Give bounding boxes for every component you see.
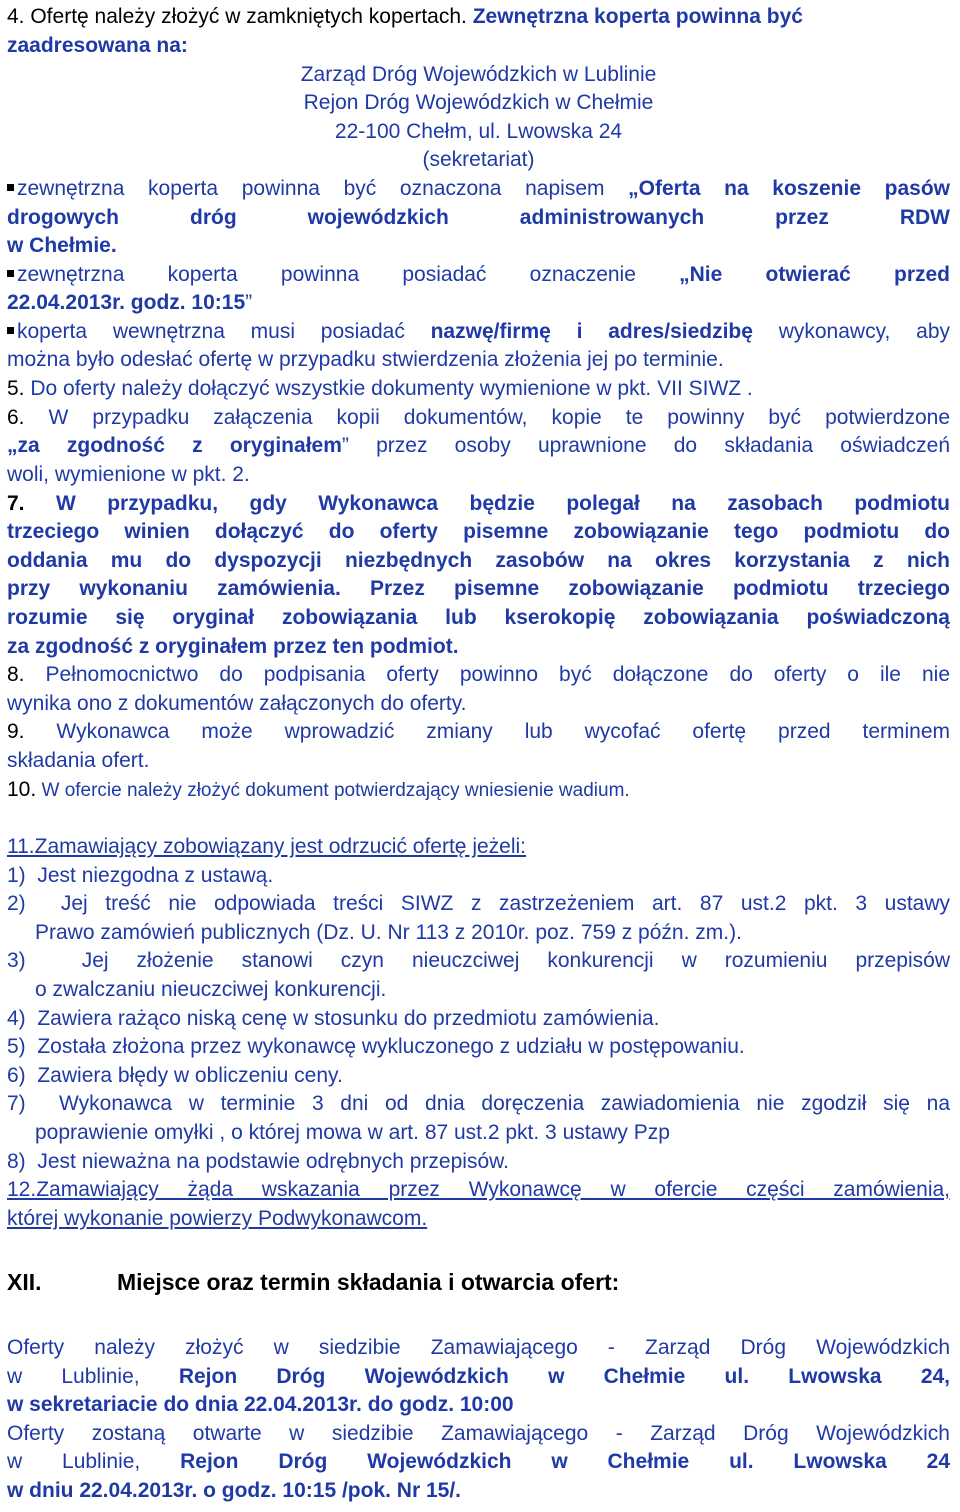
submission-line2: w Lublinie, Rejon Dróg Wojewódzkich w Chełmie ul. Lwowska 24,: [7, 1365, 951, 1388]
p7-line5: rozumie się oryginał zobowiązania lub kserokopię zobowiązania poświadczoną: [7, 606, 950, 629]
p10: 10. W ofercie należy złożyć dokument potwierdzający wniesienie wadium.: [7, 778, 630, 801]
address-line-2: Rejon Dróg Wojewódzkich w Chełmie: [303, 91, 654, 114]
opening-line2: w Lublinie, Rejon Dróg Wojewódzkich w Chełmie ul. Lwowska 24: [7, 1450, 951, 1473]
p6-line1: 6. W przypadku załączenia kopii dokumentów, kopie te powinny być potwierdzone: [7, 406, 950, 429]
p8-line2: wynika ono z dokumentów załączonych do oferty.: [7, 692, 467, 715]
p11-item-2-line2: Prawo zamówień publicznych (Dz. U. Nr 113 z 2010r. poz. 759 z późn. zm.).: [35, 921, 742, 944]
bullet-3-line2: można było odesłać ofertę w przypadku stwierdzenia złożenia jej po terminie.: [7, 348, 724, 371]
p11-item-8: 8) Jest nieważna na podstawie odrębnych przepisów.: [7, 1150, 509, 1173]
p11-item-3-line2: o zwalczaniu nieuczciwej konkurencji.: [35, 978, 387, 1001]
p11-item-4: 4) Zawiera rażąco niską cenę w stosunku do przedmiotu zamówienia.: [7, 1007, 660, 1030]
p4-line2: zaadresowana na:: [7, 34, 188, 57]
bullet-icon: [7, 270, 14, 277]
bullet-2-line2: 22.04.2013r. godz. 10:15”: [7, 291, 253, 314]
address-line-1: Zarząd Dróg Wojewódzkich w Lublinie: [300, 63, 657, 86]
p11-item-7-line1: 7) Wykonawca w terminie 3 dni od dnia doręczenia zawiadomienia nie zgodził się na: [7, 1092, 950, 1115]
section-number: XII.: [7, 1269, 42, 1295]
p5: 5. Do oferty należy dołączyć wszystkie dokumenty wymienione w pkt. VII SIWZ .: [7, 377, 753, 400]
p11-item-7-line2: poprawienie omyłki , o której mowa w art. 87 ust.2 pkt. 3 ustawy Pzp: [35, 1121, 670, 1144]
address-line-3: 22-100 Chełm, ul. Lwowska 24: [334, 120, 623, 143]
bullet-icon: [7, 327, 14, 334]
p11-heading: 11.Zamawiający zobowiązany jest odrzucić ofertę jeżeli:: [7, 835, 527, 858]
p11-item-2-line1: 2) Jej treść nie odpowiada treści SIWZ z zastrzeżeniem art. 87 ust.2 pkt. 3 ustawy: [7, 892, 951, 915]
p6-line2: „za zgodność z oryginałem” przez osoby uprawnione do składania oświadczeń: [7, 434, 951, 457]
address-line-4: (sekretariat): [422, 148, 535, 171]
p7-line1: 7. W przypadku, gdy Wykonawca będzie polegał na zasobach podmiotu: [7, 492, 950, 515]
submission-line1: Oferty należy złożyć w siedzibie Zamawiającego - Zarząd Dróg Wojewódzkich: [7, 1336, 950, 1359]
p11-item-3-line1: 3) Jej złożenie stanowi czyn nieuczciwej konkurencji w rozumieniu przepisów: [7, 949, 950, 972]
p7-line4: przy wykonaniu zamówienia. Przez pisemne zobowiązanie podmiotu trzeciego: [7, 577, 950, 600]
opening-line3: w dniu 22.04.2013r. o godz. 10:15 /pok. Nr 15/.: [7, 1479, 462, 1502]
bullet-1-line1: zewnętrzna koperta powinna być oznaczona napisem „Oferta na koszenie pasów: [7, 174, 950, 203]
p12-line1: 12.Zamawiający żąda wskazania przez Wykonawcę w ofercie części zamówienia,: [7, 1178, 950, 1201]
section-title: Miejsce oraz termin składania i otwarcia ofert:: [117, 1269, 620, 1295]
p9-line2: składania ofert.: [7, 749, 150, 772]
bullet-3-line1: koperta wewnętrzna musi posiadać nazwę/firmę i adres/siedzibę wykonawcy, aby: [7, 317, 950, 346]
p11-item-1: 1) Jest niezgodna z ustawą.: [7, 864, 274, 887]
bullet-1-line3: w Chełmie.: [7, 234, 117, 257]
opening-line1: Oferty zostaną otwarte w siedzibie Zamawiającego - Zarząd Dróg Wojewódzkich: [7, 1422, 950, 1445]
p7-line3: oddania mu do dyspozycji niezbędnych zasobów na okres korzystania z nich: [7, 549, 950, 572]
section-heading: [7, 1268, 950, 1297]
bullet-2-line1: zewnętrzna koperta powinna posiadać oznaczenie „Nie otwierać przed: [7, 260, 950, 289]
p8-line1: 8. Pełnomocnictwo do podpisania oferty powinno być dołączone do oferty o ile nie: [7, 663, 950, 686]
submission-line3: w sekretariacie do dnia 22.04.2013r. do godz. 10:00: [7, 1393, 514, 1416]
p9-line1: 9. Wykonawca może wprowadzić zmiany lub wycofać ofertę przed terminem: [7, 720, 950, 743]
p7-line6: za zgodność z oryginałem przez ten podmiot.: [7, 635, 459, 658]
bullet-icon: [7, 184, 14, 191]
p11-item-6: 6) Zawiera błędy w obliczeniu ceny.: [7, 1064, 343, 1087]
p4-line1: 4. Ofertę należy złożyć w zamkniętych kopertach. Zewnętrzna koperta powinna być: [7, 5, 803, 28]
p12-line2: której wykonanie powierzy Podwykonawcom.: [7, 1207, 428, 1230]
p11-item-5: 5) Została złożona przez wykonawcę wykluczonego z udziału w postępowaniu.: [7, 1035, 745, 1058]
p7-line2: trzeciego winien dołączyć do oferty pisemne zobowiązanie tego podmiotu do: [7, 520, 950, 543]
p6-line3: woli, wymienione w pkt. 2.: [7, 463, 250, 486]
bullet-1-line2: drogowych dróg wojewódzkich administrowanych przez RDW: [7, 206, 950, 229]
